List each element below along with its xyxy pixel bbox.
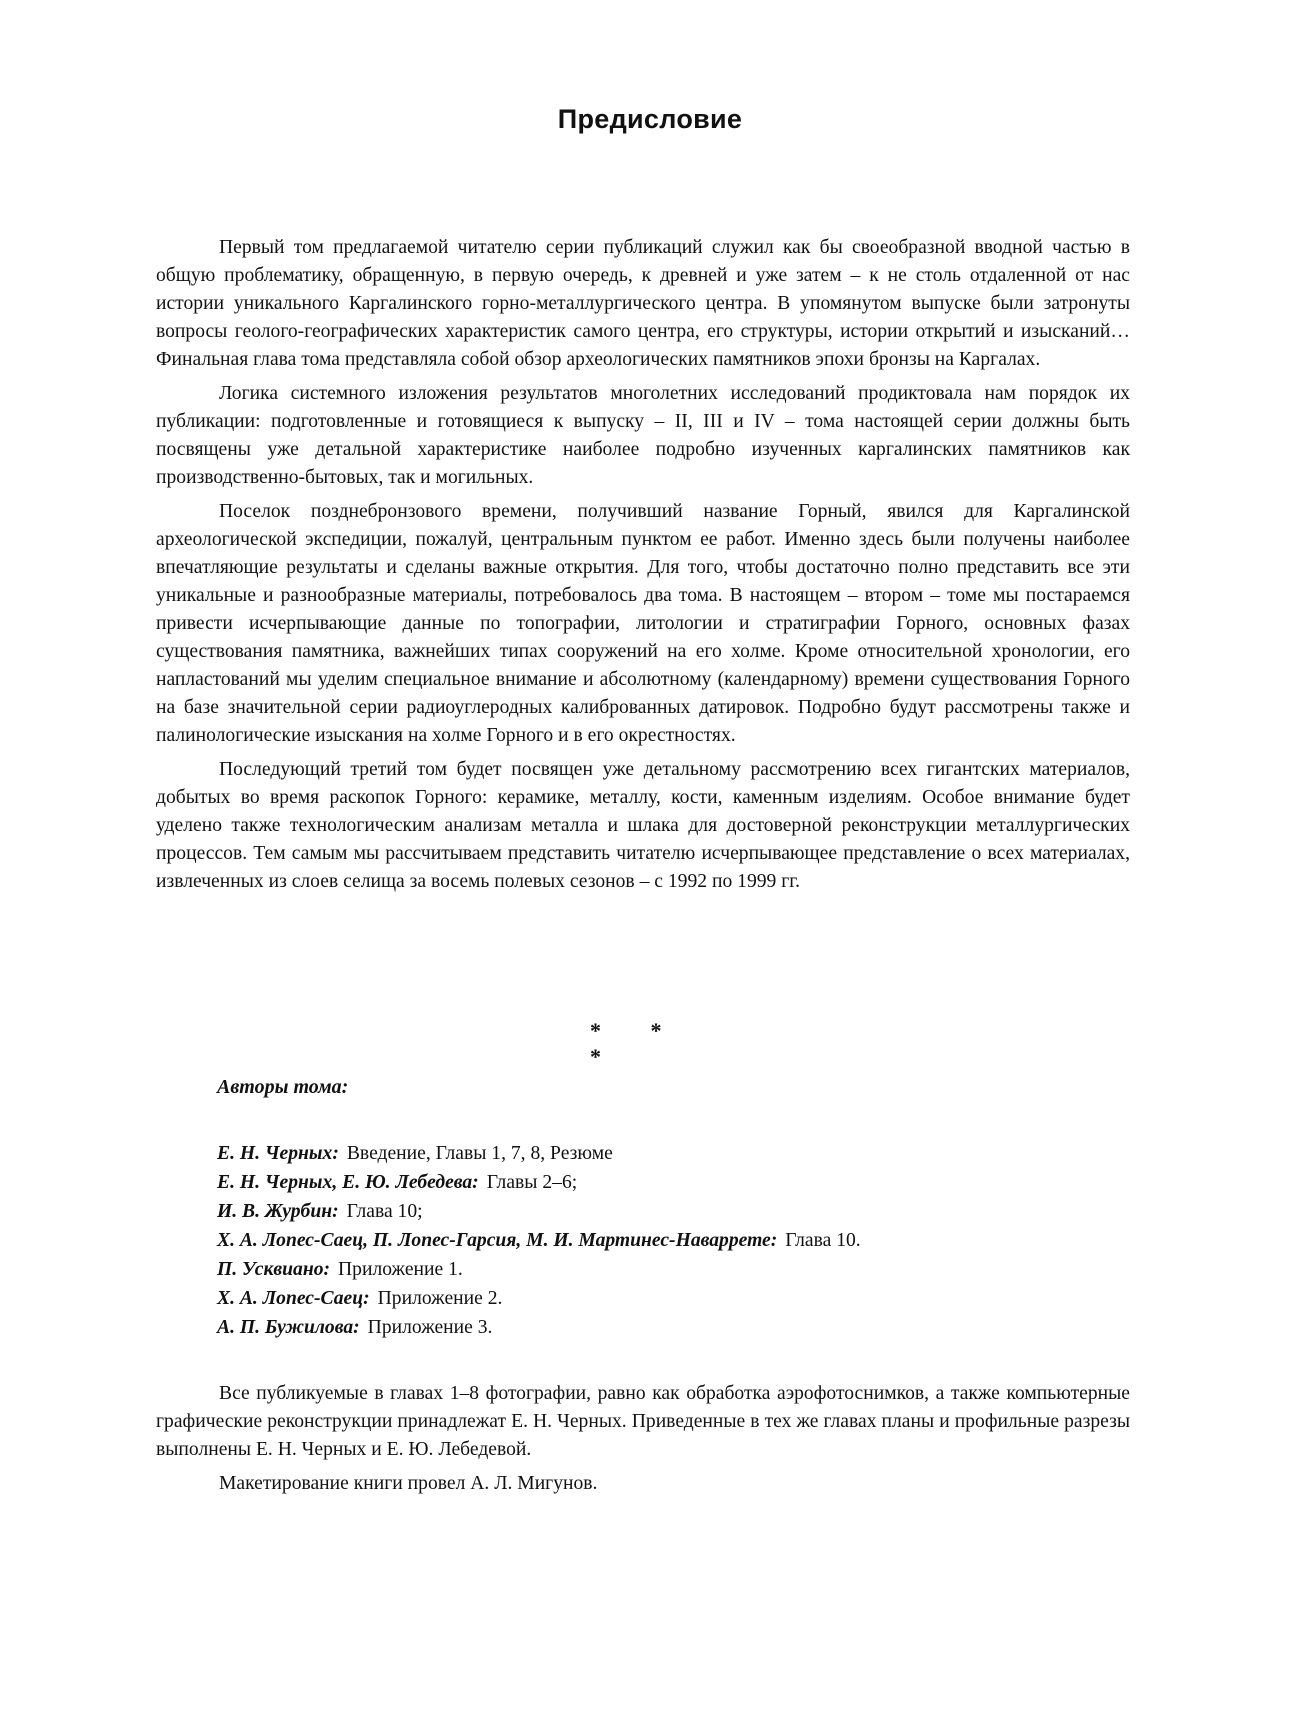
author-names: Е. Н. Черных: <box>217 1143 339 1164</box>
author-row <box>217 1226 1137 1255</box>
authors-list <box>217 1139 1137 1342</box>
author-row <box>217 1197 1137 1226</box>
author-names: И. В. Журбин: <box>217 1201 339 1222</box>
author-row <box>217 1139 1137 1168</box>
author-names: Е. Н. Черных, Е. Ю. Лебедева: <box>217 1172 479 1193</box>
author-row <box>217 1255 1137 1284</box>
intro-paragraph-4: Последующий третий том будет посвящен уже детальному рассмотрению всех гигантских материалов, добытых во время раскопок Горного: керамике, металлу, кости, каменным изделиям. Особое внимание будет уделено также технологическим анализам металла и шлака для достоверной реконструкции металлургических процессов. Тем самым мы рассчитываем представить читателю исчерпывающее представление о всех материалах, извлеченных из слоев селища за восемь полевых сезонов – с 1992 по 1999 гг. <box>156 759 1130 892</box>
credits-paragraph-2: Макетирование книги провел А. Л. Мигунов. <box>219 1473 598 1494</box>
author-names: Х. А. Лопес-Саец: <box>217 1288 370 1309</box>
author-contribution: Приложение 2. <box>377 1288 503 1309</box>
section-separator: * * * <box>590 1018 684 1069</box>
intro-section <box>156 234 1130 902</box>
intro-paragraph-2: Логика системного изложения результатов многолетних исследований продиктовала нам порядок их публикации: подготовленные и готовящиеся к выпуску – II, III и IV – тома настоящей серии должны быть посвящены уже детальной характеристике наиболее подробно изученных каргалинских памятников как производственно-бытовых, так и могильных. <box>156 383 1130 488</box>
author-contribution: Приложение 1. <box>338 1259 463 1280</box>
author-contribution: Приложение 3. <box>367 1317 493 1338</box>
author-row <box>217 1168 1137 1197</box>
author-names: П. Усквиано: <box>217 1259 331 1280</box>
author-row <box>217 1284 1137 1313</box>
intro-paragraph-1: Первый том предлагаемой читателю серии публикаций служил как бы своеобразной вводной частью в общую проблематику, обращенную, в первую очередь, к древней и уже затем – к не столь отдаленной от нас истории уникального Каргалинского горно-металлургического центра. В упомянутом выпуске были затронуты вопросы геолого-географических характеристик самого центра, его структуры, истории открытий и изысканий… Финальная глава тома представляла собой обзор археологических памятников эпохи бронзы на Каргалах. <box>156 237 1130 370</box>
author-contribution: Глава 10. <box>785 1230 861 1251</box>
author-names: Х. А. Лопес-Саец, П. Лопес-Гарсия, М. И. Мартинес-Наваррете: <box>217 1230 778 1251</box>
credits-paragraph-1: Все публикуемые в главах 1–8 фотографии, равно как обработка аэрофотоснимков, а также компьютерные графические реконструкции принадлежат Е. Н. Черных. Приведенные в тех же главах планы и профильные разрезы выполнены Е. Н. Черных и Е. Ю. Лебедевой. <box>156 1383 1130 1460</box>
authors-heading: Авторы тома: <box>217 1076 349 1098</box>
author-row <box>217 1313 1137 1342</box>
author-contribution: Введение, Главы 1, 7, 8, Резюме <box>346 1143 613 1164</box>
page-title: Предисловие <box>557 104 743 134</box>
author-names: А. П. Бужилова: <box>217 1317 360 1338</box>
intro-paragraph-3: Поселок позднебронзового времени, получивший название Горный, явился для Каргалинской археологической экспедиции, пожалуй, центральным пунктом ее работ. Именно здесь были получены наиболее впечатляющие результаты и сделаны важные открытия. Для того, чтобы достаточно полно представить все эти уникальные и разнообразные материалы, потребовалось два тома. В настоящем – втором – томе мы постараемся привести исчерпывающие данные по топографии, литологии и стратиграфии Горного, основных фазах существования памятника, важнейших типах сооружений на его холме. Кроме относительной хронологии, его напластований мы уделим специальное внимание и абсолютному (календарному) времени существования Горного на базе значительной серии радиоуглеродных калиброванных датировок. Подробно будут рассмотрены также и палинологические изыскания на холме Горного и в его окрестностях. <box>156 501 1130 746</box>
author-contribution: Главы 2–6; <box>486 1172 578 1193</box>
credits-section <box>156 1380 1130 1504</box>
author-contribution: Глава 10; <box>346 1201 423 1222</box>
